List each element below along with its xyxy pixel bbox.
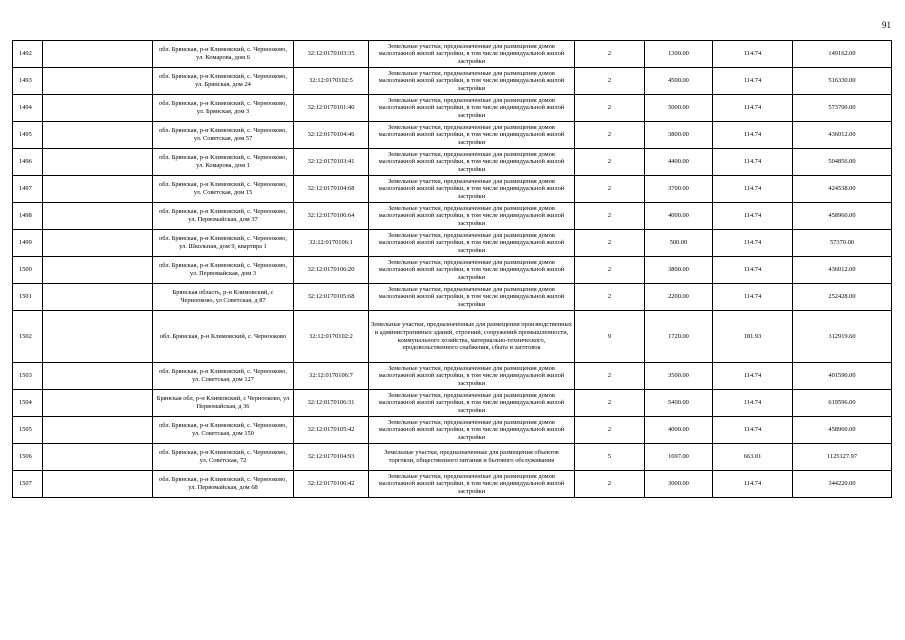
area-cell: 4500.00: [645, 68, 713, 95]
cadastral-value-cell: 573700.00: [793, 95, 892, 122]
group-cell: 2: [575, 149, 645, 176]
group-cell: 2: [575, 417, 645, 444]
cadastral-value-cell: 424538.00: [793, 176, 892, 203]
spacer-cell: [43, 203, 153, 230]
spacer-cell: [43, 444, 153, 471]
group-cell: 2: [575, 363, 645, 390]
row-number-cell: 1492: [13, 41, 43, 68]
rate-cell: 114.74: [713, 417, 793, 444]
area-cell: 4400.00: [645, 149, 713, 176]
land-purpose-cell: Земельные участки, предназначенные для размещения производственных и административных зданий, строений, сооружений промышленности, коммунального хозяйства, материально-технического, продовольственного снабжения, сбыта и заготовок: [369, 311, 575, 363]
area-cell: 5000.00: [645, 95, 713, 122]
cadastral-number-cell: 32:12:0170106:7: [294, 363, 369, 390]
table-row: [13, 390, 892, 417]
table-row: [13, 363, 892, 390]
spacer-cell: [43, 176, 153, 203]
row-number-cell: 1494: [13, 95, 43, 122]
area-cell: 3800.00: [645, 257, 713, 284]
cadastral-number-cell: 32:12:0170103:41: [294, 149, 369, 176]
cadastral-number-cell: 32:12:0170104:93: [294, 444, 369, 471]
rate-cell: 114.74: [713, 95, 793, 122]
cadastral-value-cell: 436012.00: [793, 257, 892, 284]
rate-cell: 114.74: [713, 203, 793, 230]
rate-cell: 114.74: [713, 284, 793, 311]
land-purpose-cell: Земельные участки, предназначенные для размещения домов малоэтажной жилой застройки, в том числе индивидуальной жилой застройки: [369, 471, 575, 498]
land-purpose-cell: Земельные участки, предназначенные для размещения домов малоэтажной жилой застройки, в том числе индивидуальной жилой застройки: [369, 149, 575, 176]
cadastral-number-cell: 32:12:0170101:40: [294, 95, 369, 122]
row-number-cell: 1495: [13, 122, 43, 149]
table-row: [13, 176, 892, 203]
cadastral-value-cell: 504856.00: [793, 149, 892, 176]
table-row: [13, 203, 892, 230]
address-cell: обл. Брянская, р-н Климовский, с. Чернооково, ул. Школьная, дом 9, квартира 1: [153, 230, 294, 257]
cadastral-value-cell: 401590.00: [793, 363, 892, 390]
cadastral-number-cell: 32:12:0170105:42: [294, 417, 369, 444]
area-cell: 4000.00: [645, 203, 713, 230]
area-cell: 3700.00: [645, 176, 713, 203]
group-cell: 2: [575, 41, 645, 68]
cadastral-number-cell: 32:12:0170103:35: [294, 41, 369, 68]
rate-cell: 114.74: [713, 176, 793, 203]
land-purpose-cell: Земельные участки, предназначенные для размещения домов малоэтажной жилой застройки, в том числе индивидуальной жилой застройки: [369, 95, 575, 122]
row-number-cell: 1502: [13, 311, 43, 363]
rate-cell: 181.93: [713, 311, 793, 363]
spacer-cell: [43, 363, 153, 390]
cadastral-value-cell: 57370.00: [793, 230, 892, 257]
table-row: [13, 149, 892, 176]
cadastral-number-cell: 32:12:0170105:68: [294, 284, 369, 311]
cadastral-value-cell: 149162.00: [793, 41, 892, 68]
rate-cell: 114.74: [713, 471, 793, 498]
table-row: [13, 417, 892, 444]
land-purpose-cell: Земельные участки, предназначенные для размещения объектов торговли, общественного питания и бытового обслуживания: [369, 444, 575, 471]
cadastral-value-cell: 458960.00: [793, 203, 892, 230]
spacer-cell: [43, 417, 153, 444]
rate-cell: 114.74: [713, 68, 793, 95]
cadastral-number-cell: 32:12:0170102:5: [294, 68, 369, 95]
row-number-cell: 1500: [13, 257, 43, 284]
area-cell: 3000.00: [645, 471, 713, 498]
table-row: [13, 257, 892, 284]
land-purpose-cell: Земельные участки, предназначенные для размещения домов малоэтажной жилой застройки, в том числе индивидуальной жилой застройки: [369, 257, 575, 284]
cadastral-number-cell: 32:12:0170102:2: [294, 311, 369, 363]
land-purpose-cell: Земельные участки, предназначенные для размещения домов малоэтажной жилой застройки, в том числе индивидуальной жилой застройки: [369, 390, 575, 417]
group-cell: 2: [575, 176, 645, 203]
group-cell: 2: [575, 390, 645, 417]
row-number-cell: 1506: [13, 444, 43, 471]
table-row: [13, 230, 892, 257]
cadastral-value-cell: 1125127.97: [793, 444, 892, 471]
address-cell: обл. Брянская, р-н Климовский, с. Чернооково, ул. Советская, дом 57: [153, 122, 294, 149]
group-cell: 2: [575, 122, 645, 149]
row-number-cell: 1493: [13, 68, 43, 95]
row-number-cell: 1504: [13, 390, 43, 417]
area-cell: 500.00: [645, 230, 713, 257]
address-cell: обл. Брянская, р-н Климовский, с. Чернооково, ул. Брянская, дом 3: [153, 95, 294, 122]
rate-cell: 114.74: [713, 149, 793, 176]
address-cell: обл. Брянская, р-н Климовский, с. Чернооково, ул. Первомайская, дом 3: [153, 257, 294, 284]
group-cell: 2: [575, 230, 645, 257]
cadastral-value-cell: 619596.00: [793, 390, 892, 417]
land-purpose-cell: Земельные участки, предназначенные для размещения домов малоэтажной жилой застройки, в том числе индивидуальной жилой застройки: [369, 41, 575, 68]
area-cell: 1300.00: [645, 41, 713, 68]
row-number-cell: 1499: [13, 230, 43, 257]
spacer-cell: [43, 122, 153, 149]
row-number-cell: 1503: [13, 363, 43, 390]
rate-cell: 114.74: [713, 122, 793, 149]
address-cell: обл. Брянская, р-н Климовский, с. Чернооково, ул. Советская, дом 15: [153, 176, 294, 203]
rate-cell: 114.74: [713, 390, 793, 417]
address-cell: обл. Брянская, р-н Климовский, с. Чернооково, ул. Первомайская, дом 68: [153, 471, 294, 498]
rate-cell: 663.01: [713, 444, 793, 471]
land-purpose-cell: Земельные участки, предназначенные для размещения домов малоэтажной жилой застройки, в том числе индивидуальной жилой застройки: [369, 363, 575, 390]
cadastral-value-cell: 252428.00: [793, 284, 892, 311]
row-number-cell: 1496: [13, 149, 43, 176]
spacer-cell: [43, 95, 153, 122]
land-purpose-cell: Земельные участки, предназначенные для размещения домов малоэтажной жилой застройки, в том числе индивидуальной жилой застройки: [369, 68, 575, 95]
rate-cell: 114.74: [713, 41, 793, 68]
spacer-cell: [43, 311, 153, 363]
cadastral-number-cell: 32:12:0170104:46: [294, 122, 369, 149]
land-purpose-cell: Земельные участки, предназначенные для размещения домов малоэтажной жилой застройки, в том числе индивидуальной жилой застройки: [369, 176, 575, 203]
spacer-cell: [43, 149, 153, 176]
table-row: [13, 95, 892, 122]
spacer-cell: [43, 284, 153, 311]
spacer-cell: [43, 41, 153, 68]
area-cell: 3500.00: [645, 363, 713, 390]
address-cell: обл. Брянская, р-н Климовский, с. Чернооково, ул. Советская, дом 127: [153, 363, 294, 390]
row-number-cell: 1507: [13, 471, 43, 498]
group-cell: 2: [575, 284, 645, 311]
land-purpose-cell: Земельные участки, предназначенные для размещения домов малоэтажной жилой застройки, в том числе индивидуальной жилой застройки: [369, 284, 575, 311]
address-cell: обл. Брянская, р-н Климовский, с. Чернооково, ул. Советская, дом 150: [153, 417, 294, 444]
cadastral-number-cell: 32:12:0170106:31: [294, 390, 369, 417]
table-row: [13, 68, 892, 95]
cadastral-value-cell: 436012.00: [793, 122, 892, 149]
area-cell: 1720.00: [645, 311, 713, 363]
cadastral-number-cell: 32:12:0170106:64: [294, 203, 369, 230]
cadastral-number-cell: 32:12:0170106:1: [294, 230, 369, 257]
spacer-cell: [43, 230, 153, 257]
area-cell: 1697.00: [645, 444, 713, 471]
cadastral-value-cell: 516330.00: [793, 68, 892, 95]
address-cell: Брянская обл, р-н Климовский, с Чернооково, ул Первомайская, д 36: [153, 390, 294, 417]
area-cell: 5400.00: [645, 390, 713, 417]
group-cell: 2: [575, 257, 645, 284]
cadastral-number-cell: 32:12:0170106:20: [294, 257, 369, 284]
land-purpose-cell: Земельные участки, предназначенные для размещения домов малоэтажной жилой застройки, в том числе индивидуальной жилой застройки: [369, 230, 575, 257]
address-cell: Брянская область, р-н Климовский, с Чернооково, ул Советская, д 87: [153, 284, 294, 311]
area-cell: 4000.00: [645, 417, 713, 444]
table-row: [13, 311, 892, 363]
cadastral-value-cell: 344220.00: [793, 471, 892, 498]
address-cell: обл. Брянская, р-н Климовский, с. Чернооково, ул. Комарова, дом 1: [153, 149, 294, 176]
group-cell: 2: [575, 203, 645, 230]
area-cell: 3800.00: [645, 122, 713, 149]
spacer-cell: [43, 390, 153, 417]
address-cell: обл. Брянская, р-н Климовский, с. Чернооково: [153, 311, 294, 363]
row-number-cell: 1501: [13, 284, 43, 311]
group-cell: 2: [575, 471, 645, 498]
cadastral-number-cell: 32:12:0170106:42: [294, 471, 369, 498]
row-number-cell: 1498: [13, 203, 43, 230]
table-row: [13, 444, 892, 471]
table-row: [13, 41, 892, 68]
area-cell: 2200.00: [645, 284, 713, 311]
cadastral-number-cell: 32:12:0170104:68: [294, 176, 369, 203]
cadastral-value-cell: 312919.60: [793, 311, 892, 363]
rate-cell: 114.74: [713, 363, 793, 390]
rate-cell: 114.74: [713, 230, 793, 257]
spacer-cell: [43, 471, 153, 498]
group-cell: 2: [575, 68, 645, 95]
rate-cell: 114.74: [713, 257, 793, 284]
cadastral-value-cell: 458960.00: [793, 417, 892, 444]
land-purpose-cell: Земельные участки, предназначенные для размещения домов малоэтажной жилой застройки, в том числе индивидуальной жилой застройки: [369, 122, 575, 149]
row-number-cell: 1497: [13, 176, 43, 203]
group-cell: 5: [575, 444, 645, 471]
table-row: [13, 471, 892, 498]
spacer-cell: [43, 68, 153, 95]
table-row: [13, 122, 892, 149]
address-cell: обл. Брянская, р-н Климовский, с. Чернооково, ул. Брянская, дом 24: [153, 68, 294, 95]
address-cell: обл. Брянская, р-н Климовский, с. Чернооково, ул. Первомайская, дом 37: [153, 203, 294, 230]
land-purpose-cell: Земельные участки, предназначенные для размещения домов малоэтажной жилой застройки, в том числе индивидуальной жилой застройки: [369, 203, 575, 230]
land-purpose-cell: Земельные участки, предназначенные для размещения домов малоэтажной жилой застройки, в том числе индивидуальной жилой застройки: [369, 417, 575, 444]
group-cell: 9: [575, 311, 645, 363]
spacer-cell: [43, 257, 153, 284]
table-row: [13, 284, 892, 311]
address-cell: обл. Брянская, р-н Климовский, с. Чернооково, ул. Комарова, дом 6: [153, 41, 294, 68]
row-number-cell: 1505: [13, 417, 43, 444]
page-number: 91: [882, 20, 891, 30]
address-cell: обл. Брянская, р-н Климовский, с. Чернооково, ул. Советская, 72: [153, 444, 294, 471]
land-registry-table: [12, 40, 892, 498]
group-cell: 2: [575, 95, 645, 122]
table-body: [13, 41, 892, 498]
